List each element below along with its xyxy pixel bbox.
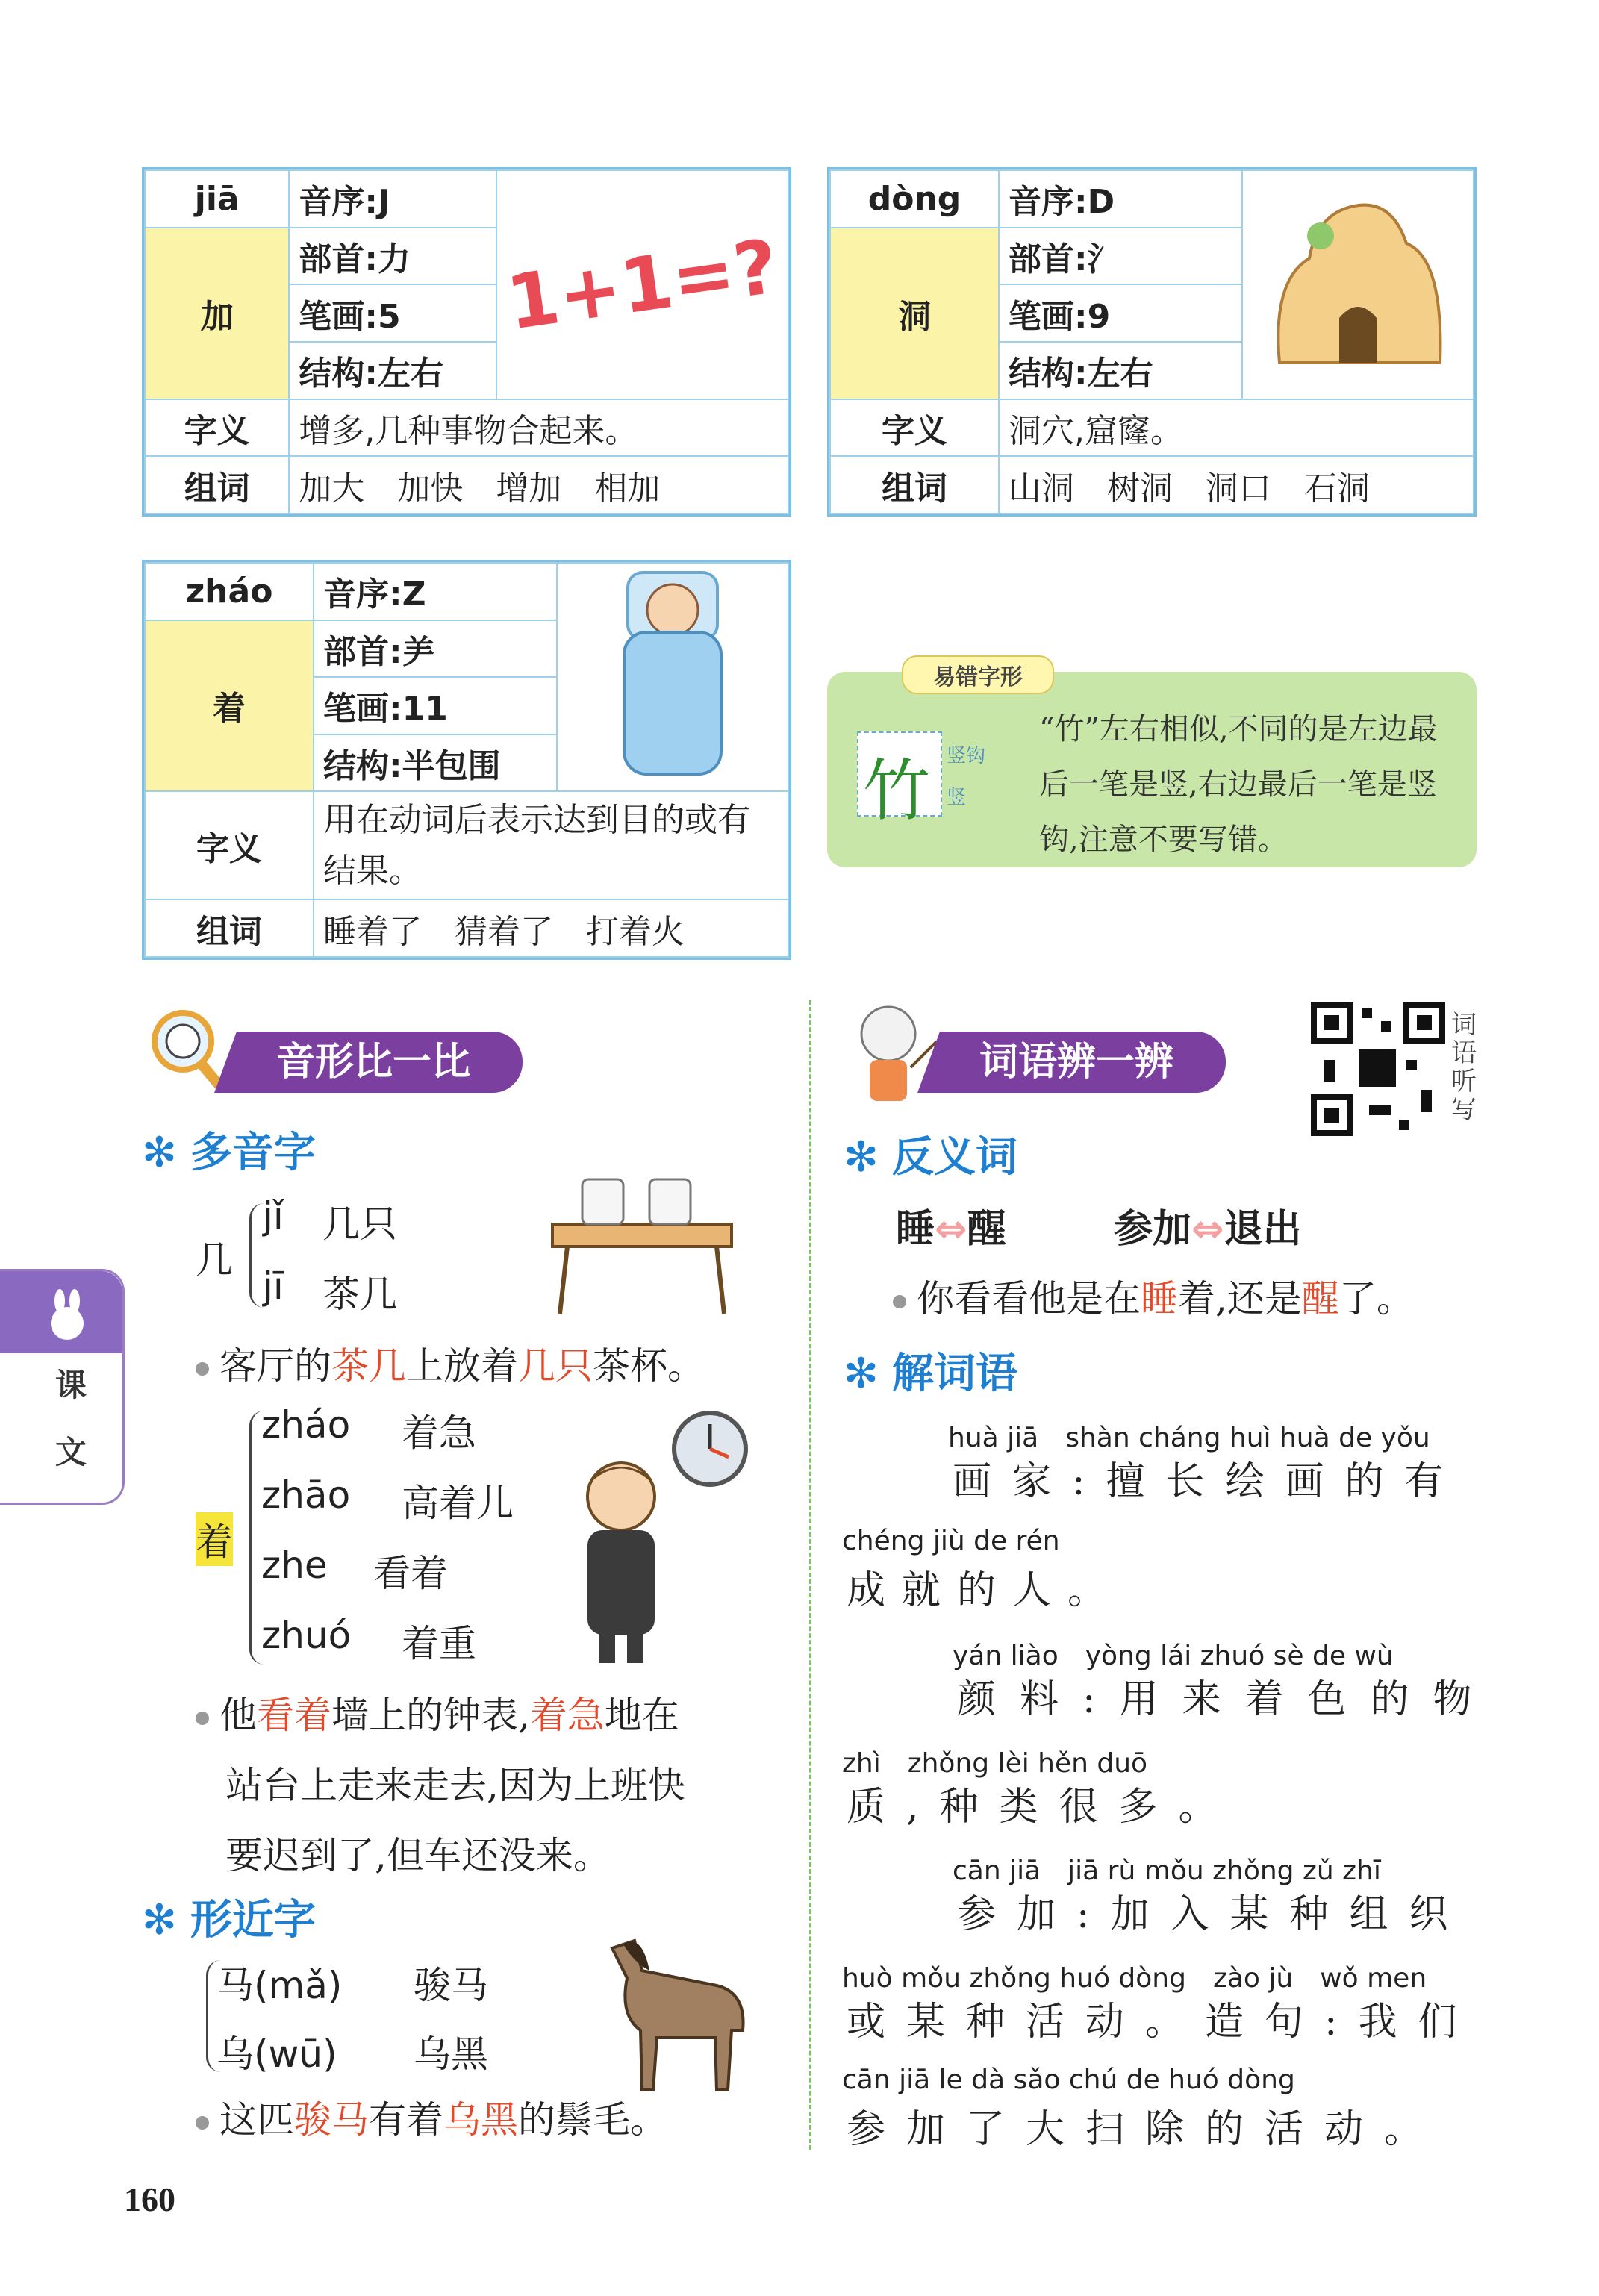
highlight: 茶几 bbox=[331, 1344, 406, 1388]
sentence-ji bbox=[196, 1336, 705, 1390]
word: 醒 bbox=[967, 1207, 1006, 1252]
heading-text: 形近字 bbox=[190, 1896, 316, 1944]
highlight: 着急 bbox=[529, 1694, 605, 1737]
zhe3-pinyin: zhe bbox=[261, 1544, 328, 1587]
tip-mark-vertical-hook: 竖钩 bbox=[947, 745, 986, 767]
qr-label: 词语听写 bbox=[1451, 1010, 1477, 1125]
def1-pinyin-2: chéng jiù de rén bbox=[842, 1526, 1060, 1556]
ji-a-word: 几只 bbox=[322, 1202, 397, 1246]
card-strokes: 笔画:11 bbox=[314, 677, 557, 734]
card-words: 山洞 树洞 洞口 石洞 bbox=[999, 456, 1474, 514]
bullet-dot bbox=[196, 2116, 209, 2130]
word: 退出 bbox=[1224, 1207, 1302, 1252]
card-structure: 结构:左右 bbox=[289, 342, 496, 399]
card-radical: 部首:氵 bbox=[999, 228, 1242, 285]
tip-char-box bbox=[857, 731, 942, 830]
card-words: 睡着了 猜着了 打着火 bbox=[314, 899, 788, 957]
text: 上放着 bbox=[406, 1344, 518, 1388]
tip-mark-vertical: 竖 bbox=[947, 787, 967, 809]
def3-pinyin-3: cān jiā le dà sǎo chú de huó dòng bbox=[842, 2065, 1295, 2095]
sentence-zhe-line2: 站台上走来走去,因为上班快 bbox=[225, 1764, 685, 1807]
math-sum-icon: 1+1=? bbox=[501, 222, 784, 347]
highlight: 睡 bbox=[1141, 1277, 1178, 1320]
card-words-label: 组词 bbox=[145, 899, 314, 957]
text: 你看看他是在 bbox=[917, 1277, 1141, 1320]
card-pinyin: jiā bbox=[145, 170, 289, 228]
card-illustration bbox=[496, 170, 788, 399]
tip-title: 易错字形 bbox=[902, 655, 1054, 694]
tip-char: 竹 bbox=[863, 752, 930, 830]
text: 的鬃毛。 bbox=[518, 2098, 667, 2141]
card-meaning: 用在动词后表示达到目的或有结果。 bbox=[314, 791, 788, 899]
side-tab-char-2: 文 bbox=[55, 1434, 87, 1470]
card-meaning-label: 字义 bbox=[830, 399, 999, 457]
double-arrow-icon: ⇔ bbox=[935, 1207, 967, 1252]
text: 墙上的钟表, bbox=[331, 1694, 530, 1737]
column-divider bbox=[809, 1000, 811, 2150]
tip-text: “竹”左右相似,不同的是左边最后一笔是竖,右边最后一笔是竖钩,注意不要写错。 bbox=[1039, 712, 1438, 857]
text: 客厅的 bbox=[219, 1344, 331, 1388]
card-meaning-label: 字义 bbox=[145, 399, 289, 457]
highlight: 乌黑 bbox=[443, 2098, 518, 2141]
highlight: 看着 bbox=[257, 1694, 331, 1737]
flower-icon: ✻ bbox=[844, 1133, 879, 1182]
card-structure: 结构:左右 bbox=[999, 342, 1242, 399]
card-order: 音序:D bbox=[999, 170, 1242, 228]
highlight: 骏马 bbox=[294, 2098, 369, 2141]
ji-b-pinyin: jī bbox=[263, 1264, 284, 1308]
card-char: 洞 bbox=[830, 228, 999, 399]
card-char: 加 bbox=[145, 228, 289, 399]
highlight: 几只 bbox=[518, 1344, 593, 1388]
left-heading-similar bbox=[142, 1887, 316, 1947]
char-card-dong bbox=[827, 167, 1477, 517]
def2-text-2: 质,种类很多。 bbox=[847, 1785, 1238, 1829]
word: 参加 bbox=[1114, 1207, 1192, 1252]
bullet-dot bbox=[893, 1295, 906, 1308]
ji-char: 几 bbox=[196, 1238, 233, 1282]
right-heading-definitions bbox=[844, 1341, 1017, 1400]
cave-icon bbox=[1265, 191, 1451, 370]
sentence-ma bbox=[196, 2090, 667, 2144]
card-char: 着 bbox=[145, 620, 314, 792]
card-strokes: 笔画:9 bbox=[999, 284, 1242, 342]
sentence-zhe-line1 bbox=[196, 1685, 679, 1739]
def2-pinyin-2: zhì zhǒng lèi hěn duō bbox=[842, 1748, 1148, 1779]
worried-man-icon bbox=[561, 1456, 681, 1665]
char-card-jia bbox=[142, 167, 791, 517]
bullet-dot bbox=[196, 1362, 209, 1376]
heading-text: 解词语 bbox=[891, 1350, 1017, 1398]
card-pinyin: dòng bbox=[830, 170, 999, 228]
antonym-pair-2 bbox=[1114, 1197, 1302, 1253]
def1-text-1: 画家:擅长绘画的有 bbox=[953, 1459, 1465, 1504]
ji-b-word: 茶几 bbox=[322, 1273, 397, 1316]
qr-code-icon[interactable] bbox=[1309, 1000, 1447, 1138]
zhe1-pinyin: zháo bbox=[261, 1403, 351, 1447]
flower-icon: ✻ bbox=[142, 1129, 177, 1177]
ji-a-pinyin: jǐ bbox=[263, 1194, 284, 1238]
text: 着,还是 bbox=[1178, 1277, 1302, 1320]
zhe-char: 着 bbox=[196, 1512, 233, 1566]
double-arrow-icon: ⇔ bbox=[1191, 1207, 1224, 1252]
def3-text-1: 参加:加入某种组织 bbox=[957, 1892, 1469, 1937]
flower-icon: ✻ bbox=[844, 1350, 879, 1398]
def2-text-1: 颜料:用来着色的物 bbox=[957, 1677, 1496, 1722]
card-words: 加大 加快 增加 相加 bbox=[289, 456, 788, 514]
ma-word: 骏马 bbox=[414, 1964, 488, 2007]
char-card-zhao bbox=[142, 560, 791, 960]
def3-pinyin-2: huò mǒu zhǒng huó dòng zào jù wǒ men bbox=[842, 1963, 1427, 1994]
wu-word: 乌黑 bbox=[414, 2033, 488, 2076]
highlight: 醒 bbox=[1301, 1277, 1339, 1320]
flower-icon: ✻ bbox=[142, 1896, 177, 1944]
wu-char: 乌(wū) bbox=[216, 2033, 337, 2076]
clock-icon bbox=[669, 1408, 751, 1490]
card-illustration bbox=[1242, 170, 1474, 399]
card-meaning: 洞穴,窟窿。 bbox=[999, 399, 1474, 457]
rabbit-icon bbox=[45, 1289, 90, 1341]
table-cups-icon bbox=[537, 1149, 746, 1321]
card-strokes: 笔画:5 bbox=[289, 284, 496, 342]
zhe3-word: 看着 bbox=[373, 1552, 448, 1595]
tip-box bbox=[827, 664, 1477, 867]
zhe2-word: 高着儿 bbox=[402, 1482, 514, 1525]
right-section-ribbon: 词语辨一辨 bbox=[950, 1032, 1226, 1093]
card-pinyin: zháo bbox=[145, 563, 314, 620]
card-words-label: 组词 bbox=[145, 456, 289, 514]
bullet-dot bbox=[196, 1712, 209, 1725]
card-order: 音序:J bbox=[289, 170, 496, 228]
right-heading-antonyms bbox=[844, 1124, 1017, 1184]
text: 茶杯。 bbox=[593, 1344, 705, 1388]
def3-text-2: 或某种活动。造句:我们 bbox=[847, 2000, 1478, 2044]
card-radical: 部首:力 bbox=[289, 228, 496, 285]
card-meaning-label: 字义 bbox=[145, 791, 314, 899]
heading-text: 多音字 bbox=[190, 1129, 316, 1177]
left-section-ribbon: 音形比一比 bbox=[246, 1032, 523, 1093]
card-radical: 部首:⺶ bbox=[314, 620, 557, 678]
horse-icon bbox=[582, 1926, 761, 2097]
sentence-antonym bbox=[893, 1269, 1414, 1323]
card-illustration bbox=[557, 563, 788, 791]
text: 他 bbox=[219, 1694, 257, 1737]
word: 睡 bbox=[896, 1207, 935, 1252]
text: 有着 bbox=[369, 2098, 443, 2141]
zhe4-pinyin: zhuó bbox=[261, 1614, 352, 1657]
left-heading-polyphonic bbox=[142, 1120, 316, 1179]
card-order: 音序:Z bbox=[314, 563, 557, 620]
zhe4-word: 着重 bbox=[402, 1622, 476, 1665]
side-tab bbox=[0, 1269, 125, 1505]
zhe2-pinyin: zhāo bbox=[261, 1473, 351, 1517]
text: 这匹 bbox=[219, 2098, 294, 2141]
sentence-zhe-line3: 要迟到了,但车还没来。 bbox=[225, 1834, 611, 1877]
text: 地在 bbox=[604, 1694, 679, 1737]
antonym-pair-1 bbox=[896, 1197, 1006, 1253]
def3-pinyin-1: cān jiā jiā rù mǒu zhǒng zǔ zhī bbox=[953, 1856, 1381, 1886]
side-tab-char-1: 课 bbox=[55, 1367, 87, 1403]
heading-text: 反义词 bbox=[891, 1133, 1017, 1182]
text: 了。 bbox=[1338, 1277, 1414, 1320]
page-number: 160 bbox=[124, 2180, 175, 2218]
def1-pinyin-1: huà jiā shàn cháng huì huà de yǒu bbox=[948, 1423, 1430, 1453]
zhe1-word: 着急 bbox=[402, 1411, 476, 1455]
def3-text-3: 参加了大扫除的活动。 bbox=[847, 2107, 1444, 2152]
card-words-label: 组词 bbox=[830, 456, 999, 514]
sleeping-boy-icon bbox=[598, 565, 747, 782]
card-meaning: 增多,几种事物合起来。 bbox=[289, 399, 788, 457]
def2-pinyin-1: yán liào yòng lái zhuó sè de wù bbox=[953, 1641, 1394, 1671]
card-structure: 结构:半包围 bbox=[314, 734, 557, 792]
ma-char: 马(mǎ) bbox=[216, 1964, 343, 2007]
def1-text-2: 成就的人。 bbox=[847, 1568, 1123, 1613]
